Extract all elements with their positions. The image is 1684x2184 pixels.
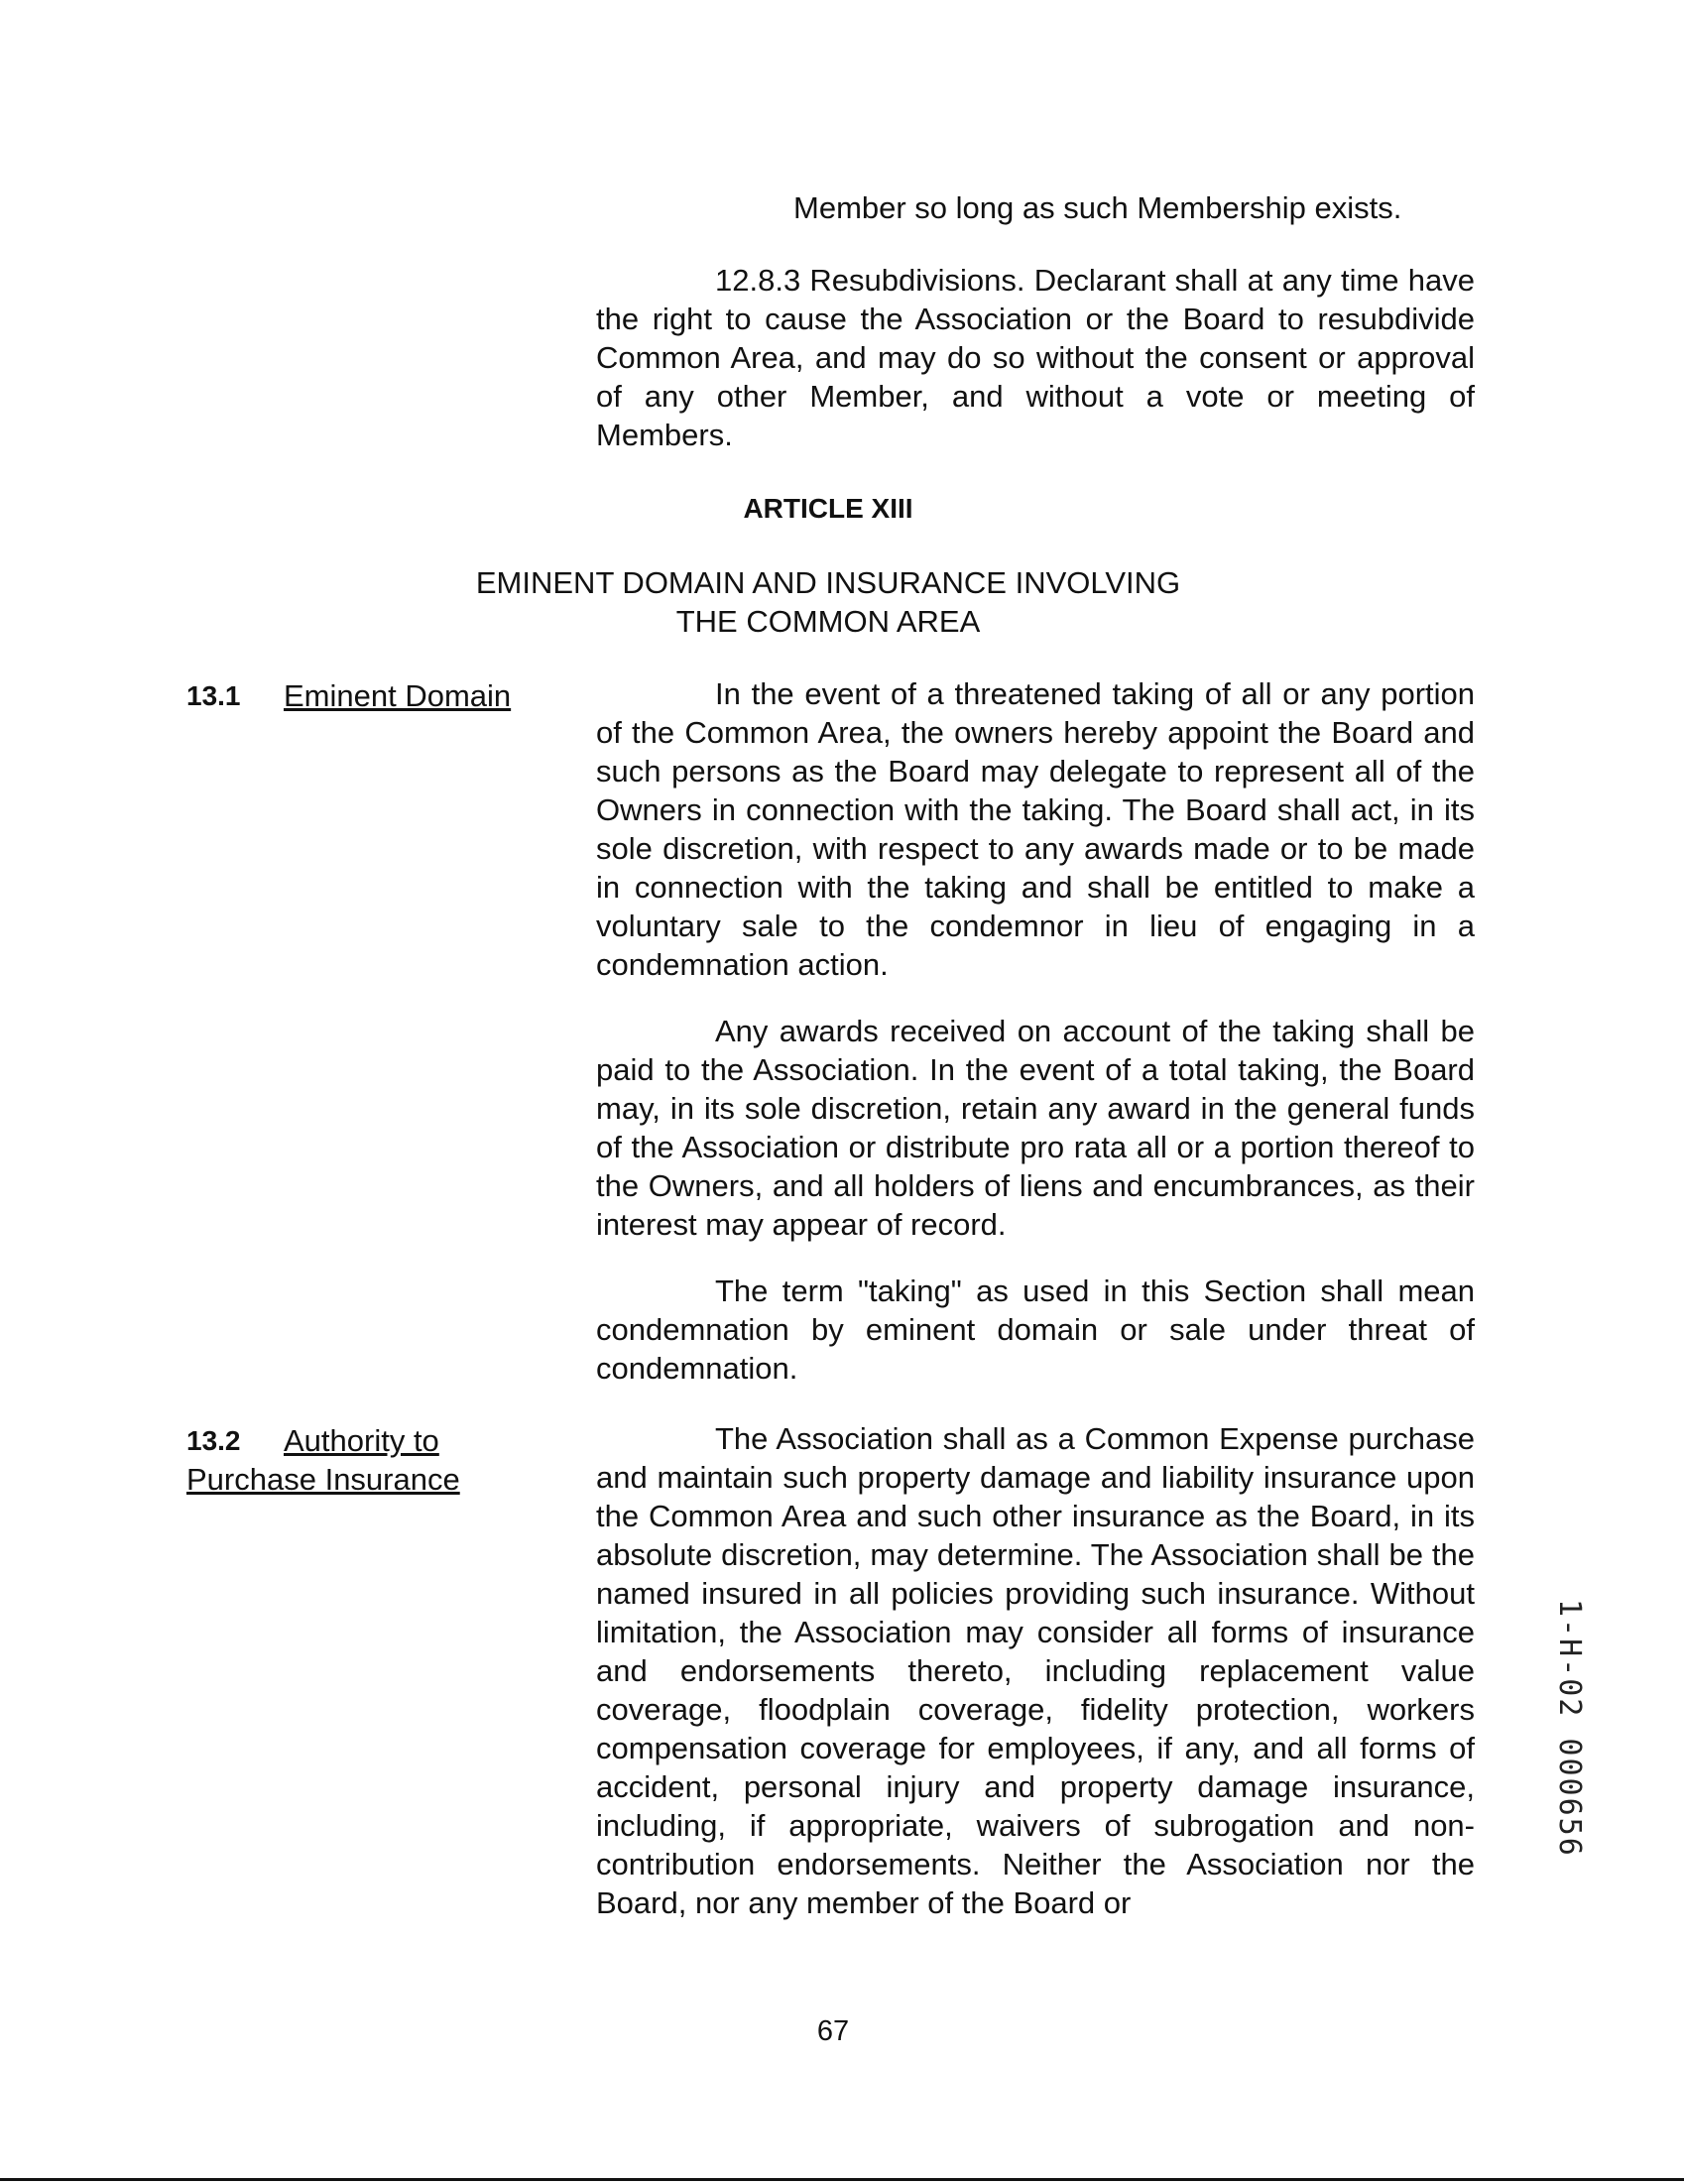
continued-text: Member so long as such Membership exists. bbox=[793, 190, 1402, 225]
section-title-eminent-domain: Eminent Domain bbox=[284, 678, 512, 713]
section-number-13-1: 13.1 bbox=[186, 680, 241, 711]
side-stamp: 1-H-02 000656 bbox=[1552, 1599, 1587, 1858]
article-title-line2: THE COMMON AREA bbox=[675, 604, 981, 639]
eminent-domain-paragraph-1: In the event of a threatened taking of all or any portion of the Common Area, the owners hereby appoint the Board and such persons as the Board may delegate to represent all of the Owners in connection with the taking. The Board shall act, in its sole discretion, with respect to any awards made or to be made in connection with the taking and shall be entitled to make a voluntary sale to the condemnor in lieu of engaging in a condemnation action. bbox=[596, 676, 1475, 982]
resubdivision-paragraph: 12.8.3 Resubdivisions. Declarant shall at any time have the right to cause the Association or the Board to resubdivide Common Area, and may do so without the consent or approval of any other Member, and without a vote or meeting of Members. bbox=[596, 263, 1475, 452]
bottom-rule bbox=[0, 2178, 1684, 2181]
eminent-domain-paragraph-3: The term "taking" as used in this Section shall mean condemnation by eminent domain or sale under threat of condemnation. bbox=[596, 1274, 1475, 1386]
section-title-authority-line1: Authority to bbox=[284, 1423, 439, 1458]
section-number-13-2: 13.2 bbox=[186, 1425, 241, 1456]
insurance-paragraph: The Association shall as a Common Expense purchase and maintain such property damage and liability insurance upon the Common Area and such other insurance as the Board, in its absolute discretion, may determine. The Association shall be the named insured in all policies providing such insurance. Without limitation, the Association may consider all forms of insurance and endorsements thereto, including replacement value coverage, floodplain coverage, fidelity protection, workers compensation coverage for employees, if any, and all forms of accident, personal injury and property damage insurance, including, if appropriate, waivers of subrogation and non-contribution endorsements. Neither the Association nor the Board, nor any member of the Board or bbox=[596, 1421, 1475, 1920]
section-title-authority-line2: Purchase Insurance bbox=[186, 1462, 460, 1497]
page-number: 67 bbox=[816, 2015, 850, 2047]
eminent-domain-paragraph-2: Any awards received on account of the taking shall be paid to the Association. In the event of a total taking, the Board may, in its sole discretion, retain any award in the general funds of the Association or distribute pro rata all or a portion thereof to the Owners, and all holders of liens and encumbrances, as their interest may appear of record. bbox=[596, 1014, 1475, 1242]
article-title-line1: EMINENT DOMAIN AND INSURANCE INVOLVING bbox=[475, 565, 1181, 600]
article-heading: ARTICLE XIII bbox=[743, 493, 913, 524]
